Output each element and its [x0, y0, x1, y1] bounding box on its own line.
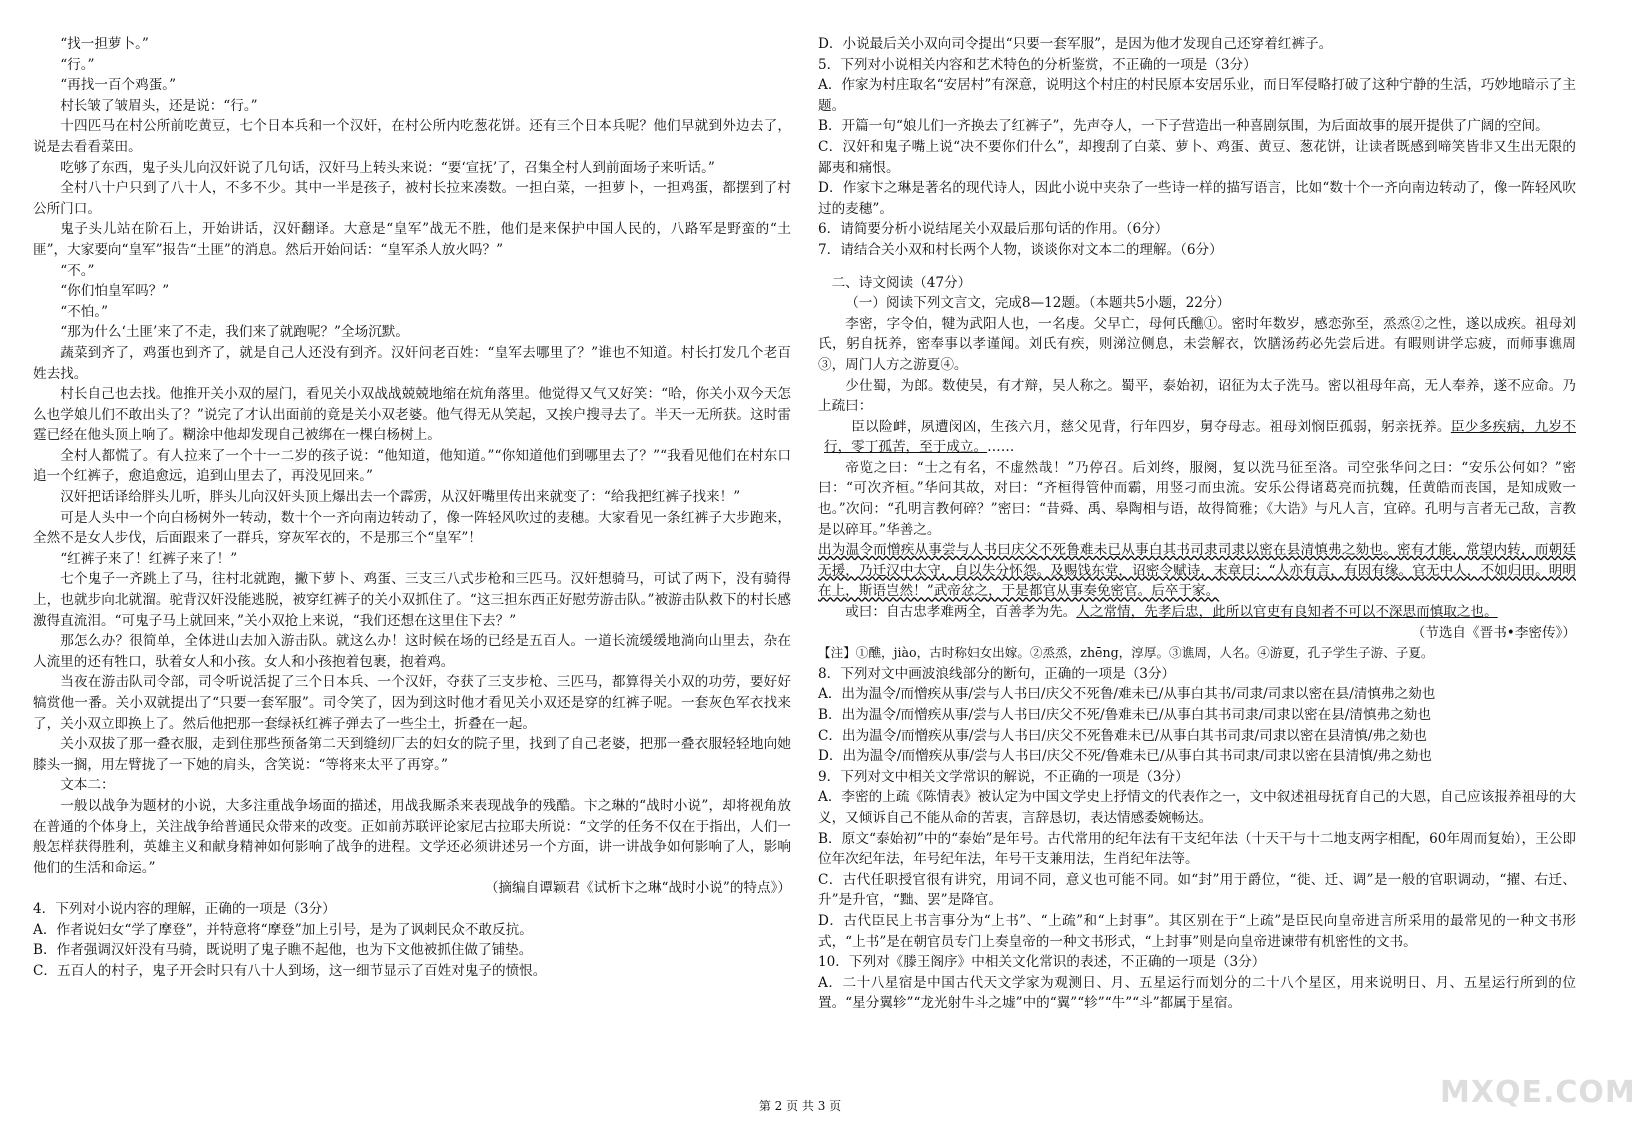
paragraph: “找一担萝卜。” — [60, 36, 149, 52]
paragraph: 村长自己也去找。他推开关小双的屋门，看见关小双战战兢兢地缩在炕角落里。他觉得又气又好笑：“哈，你关小双今天怎么也学娘儿们不敢出头了？”说完了才认出面前的竟是关小双老婆。他气得无从笑起，又挨户搜寻去了。半天一无所获。这时雷霆已经在他头顶上响了。糊涂中他却发现自己被绑在一棵白杨树上。 — [33, 386, 791, 444]
paragraph: “行。” — [60, 56, 95, 73]
question-line: C．汉奸和鬼子嘴上说“决不要你们什么”，却搜刮了白菜、萝卜、鸡蛋、黄豆、葱花饼，让读者既感到啼笑皆非又生出无限的鄙夷和痛恨。 — [818, 138, 1576, 176]
paragraph: 吃够了东西，鬼子头儿向汉奸说了几句话，汉奸马上转头来说：“要‘宣抚’了，召集全村人到前面场子来听话。” — [60, 159, 715, 176]
questions-block — [818, 664, 1576, 1014]
paragraph: 文本二： — [60, 777, 115, 794]
left-column — [33, 34, 791, 981]
last-paragraph-a: 或曰：自古忠孝难两全，百善孝为先。 — [845, 604, 1077, 621]
paragraph: “不。” — [60, 262, 95, 279]
question-line: C．出为温令/而憎疾从事/尝与人书曰/庆父不死鲁难未已/从事白其书司隶/司隶以密在县清慎/弗之劾也 — [818, 727, 1427, 744]
petition-part-b: 臣少多疾病，九岁不行，零丁孤苦，至于成立。 — [824, 418, 1577, 456]
classical-text-2 — [818, 458, 1576, 602]
paragraph: “再找一百个鸡蛋。” — [60, 77, 177, 94]
paragraph: 十四匹马在村公所前吃黄豆，七个日本兵和一个汉奸，在村公所内吃葱花饼。还有三个日本兵呢？他们早就到外边去了，说是去看看菜田。 — [33, 118, 791, 155]
paragraph: “红裤子来了！红裤子来了！” — [60, 550, 238, 567]
paragraph: 鬼子头儿站在阶石上，开始讲话，汉奸翻译。大意是“皇军”战无不胜，他们是来保护中国人民的，八路军是野蛮的“土匪”，大家要向“皇军”报告“土匪”的消息。然后开始问话：“皇军杀人放火吗？” — [33, 221, 791, 258]
question-line: D．作家卞之琳是著名的现代诗人，因此小说中夹杂了一些诗一样的描写语言，比如“数十个一齐向南边转动了，像一阵轻风吹过的麦穗”。 — [818, 180, 1576, 217]
wavy-underlined-paragraph: 出为温令而憎疾从事尝与人书曰庆父不死鲁难未已从事白其书司隶司隶以密在县清慎弗之劾也。密有才能，常望内转，而朝廷无援，乃迁汉中太守，自以失分怀怨。及赐饯东堂，诏密令赋诗，末章曰：“人亦有言，有因有缘。官无中人，不如归田。明明在上，斯语岂然！”武帝忿之，于是都官从事奏免密官。后卒于家。 — [818, 542, 1576, 600]
watermark-logo: MXQE.COM — [1440, 1075, 1636, 1110]
paragraph: 七个鬼子一齐跳上了马，往村北就跑，撇下萝卜、鸡蛋、三支三八式步枪和三匹马。汉奸想骑马，可试了两下，没有骑得上，也就步向北就溜。驼背汉奸没能逃脱，被穿红裤子的关小双抓住了。“这三担东西正好慰劳游击队。”被游击队救下的村长感激得直流泪。“可鬼子马上就回来，”关小双抢上来说，“我们还想在这里住下去？” — [33, 571, 791, 629]
question-line: C．五百人的村子，鬼子开会时只有八十人到场，这一细节显示了百姓对鬼子的愤恨。 — [33, 962, 547, 979]
question-line: A．作家为村庄取名“安居村”有深意，说明这个村庄的村民原本安居乐业，而日军侵略打破了这种宁静的生活，巧妙地暗示了主题。 — [818, 77, 1576, 114]
petition-quote — [818, 417, 1576, 458]
paragraph: 蔬菜到齐了，鸡蛋也到齐了，就是自己人还没有到齐。汉奸问老百姓：“皇军去哪里了？”谁也不知道。村长打发几个老百姓去找。 — [33, 344, 791, 382]
last-paragraph — [818, 602, 1576, 623]
petition-part-a: 臣以险衅，夙遭闵凶，生孩六月，慈父见背，行年四岁，舅夺母志。祖母刘悯臣孤弱，躬亲抚养。 — [851, 418, 1451, 435]
question-line: 7．请结合关小双和村长两个人物，谈谈你对文本二的理解。（6分） — [818, 241, 1223, 258]
footnote: 【注】①醮，jiào，古时称妇女出嫁。②烝烝，zhēng，淳厚。③谯周，人名。④游夏，孔子学生子游、子夏。 — [818, 645, 1434, 661]
paragraph: 那怎么办？很简单，全体进山去加入游击队。就这么办！这时候在场的已经是五百人。一道长流缓缓地淌向山里去，杂在人流里的还有牲口，驮着女人和小孩。女人和小孩抱着包裹，抱着鸡。 — [33, 633, 791, 670]
right-column — [818, 34, 1576, 1014]
source-citation: （节选自《晋书•李密传》） — [1411, 624, 1576, 641]
question-line: B．出为温令/而憎疾从事/尝与人书曰/庆父不死/鲁难未已/从事白其书司隶/司隶以密在县/清慎弗之劾也 — [818, 707, 1431, 723]
paragraph: “你们怕皇军吗？” — [60, 283, 170, 300]
paragraph: 汉奸把话译给胖头儿听，胖头儿向汉奸头顶上爆出去一个霹雳，从汉奸嘴里传出来就变了：“给我把红裤子找来！” — [60, 489, 741, 506]
paragraph: 可是人头中一个向白杨树外一转动，数十个一齐向南边转动了，像一阵轻风吹过的麦穗。大家看见一条红裤子大步跑来，全然不是女人步伐，后面跟来了一群兵，穿灰军衣的，不是那三个“皇军”！ — [33, 509, 791, 547]
question-line: 5．下列对小说相关内容和艺术特色的分析鉴赏，不正确的一项是（3分） — [818, 56, 1257, 73]
question-line: 8．下列对文中画波浪线部分的断句，正确的一项是（3分） — [818, 665, 1176, 682]
paragraph: 村长皱了皱眉头，还是说：“行。” — [60, 97, 258, 114]
question-line: D．古代臣民上书言事分为“上书”、“上疏”和“上封事”。其区别在于“上疏”是臣民向皇帝进言所采用的最常见的一种文书形式，“上书”是在朝官员专门上奏皇帝的一种文书形式，“上封事”则是向皇帝进谏带有机密性的文书。 — [818, 912, 1576, 950]
paragraph: 李密，字令伯，犍为武阳人也，一名虔。父早亡，母何氏醮①。密时年数岁，感恋弥至，烝烝②之性，遂以成疾。祖母刘氏，躬自抚养，密奉事以孝谨闻。刘氏有疾，则涕泣侧息，未尝解衣，饮膳汤药必先尝后进。有暇则讲学忘疲，而师事谯周③，周门人方之游夏④。 — [818, 315, 1576, 373]
paragraph: 当夜在游击队司令部，司令听说活捉了三个日本兵、一个汉奸，夺获了三支步枪、三匹马，都算得关小双的功劳，要好好犒赏他一番。关小双就提出了“只要一套军服”。司令笑了，因为到这时他才看见关小双还是穿的红裤子呢。一套灰色军衣找来了，关小双立即换上了。然后他把那一套绿袄红裤子弹去了一些尘土，折叠在一起。 — [33, 674, 791, 732]
page-footer: 第 2 页 共 3 页 — [758, 1099, 842, 1113]
petition-part-c: …… — [987, 439, 1015, 456]
paragraph: “不怕。” — [60, 303, 109, 320]
paragraph: 少仕蜀，为郎。数使吴，有才辩，吴人称之。蜀平，泰始初，诏征为太子洗马。密以祖母年高，无人奉养，遂不应命。乃上疏曰： — [818, 377, 1576, 415]
paragraph: “那为什么‘土匪’来了不走，我们来了就跑呢？”全场沉默。 — [60, 324, 409, 341]
right-questions-top — [818, 34, 1576, 261]
citation: （摘编自谭颖君《试析卞之琳“战时小说”的特点》） — [484, 880, 791, 897]
paragraph: 一般以战争为题材的小说，大多注重战争场面的描述，用战我厮杀来表现战争的残酷。卞之琳的“战时小说”，却将视角放在普通的个体身上，关注战争给普通民众带来的改变。正如前苏联评论家尼古拉耶夫所说：“文学的任务不仅在于指出，人们一般怎样获得胜利，英雄主义和献身精神如何影响了战争的进程。文学还必须讲述另一个方面，讲一讲战争如何影响了人，影响他们的生活和命运。” — [33, 797, 791, 876]
section-heading: 二、诗文阅读（47分） — [831, 274, 972, 291]
question-line: B．开篇一句“娘儿们一齐换去了红裤子”，先声夺人，一下子营造出一种喜剧氛围，为后面故事的展开提供了广阔的空间。 — [818, 118, 1549, 135]
question-line: 10．下列对《滕王阁序》中相关文化常识的表述，不正确的一项是（3分） — [818, 954, 1266, 971]
paragraph: 全村人都慌了。有人拉来了一个十一二岁的孩子说：“他知道，他知道。”“你知道他们到哪里去了？”“我看见他们在村东口追一个红裤子，愈追愈远，追到山里去了，再没见回来。” — [33, 447, 791, 485]
question-line: 9．下列对文中相关文学常识的解说，不正确的一项是（3分） — [818, 768, 1189, 785]
question-line: D．出为温令/而憎疾从事/尝与人书曰/庆父不死/鲁难未已/从事白其书司隶/司隶以密在县清慎/弗之劾也 — [818, 748, 1432, 765]
question-line: 4．下列对小说内容的理解，正确的一项是（3分） — [33, 900, 336, 917]
last-paragraph-b: 人之常情，先孝后忠，此所以官吏有良知者不可以不深思而慎取之也。 — [1076, 604, 1498, 621]
question-line: A．作者说妇女“学了摩登”，并特意将“摩登”加上引号，是为了讽刺民众不敢反抗。 — [33, 921, 533, 938]
question-line: 6．请简要分析小说结尾关小双最后那句话的作用。（6分） — [818, 221, 1169, 238]
subsection-heading: （一）阅读下列文言文，完成8—12题。（本题共5小题，22分） — [845, 295, 1231, 312]
question-line: A．二十八星宿是中国古代天文学家为观测日、月、五星运行而划分的二十八个星区，用来说明日、月、五星运行所到的位置。“星分翼轸”“龙光射牛斗之墟”中的“翼”“轸”“牛”“斗”都属于星宿。 — [818, 974, 1576, 1012]
question-line: B．作者强调汉奸没有马骑，既说明了鬼子瞧不起他，也为下文他被抓住做了铺垫。 — [33, 942, 533, 959]
paragraph: 全村八十户只到了八十人，不多不少。其中一半是孩子，被村长拉来凑数。一担白菜，一担萝卜，一担鸡蛋，都摆到了村公所门口。 — [33, 180, 791, 217]
question-line: C．古代任职授官很有讲究，用词不同，意义也可能不同。如“封”用于爵位，“徙、迁、调”是一般的官职调动，“擢、右迁、升”是升官，“黜、罢”是降官。 — [818, 871, 1576, 909]
classical-text — [818, 314, 1576, 417]
paragraph: 帝览之曰：“士之有名，不虚然哉！”乃停召。后刘终，服阕，复以洗马征至洛。司空张华问之曰：“安乐公何如？”密曰：“可次齐桓。”华问其故，对曰：“齐桓得管仲而霸，用竖刁而虫流。安乐公得诸葛亮而抗魏，任黄皓而丧国，是知成败一也。”次问：“孔明言教何碎？”密曰：“昔舜、禹、皋陶相与语，故得简雅；《大诰》与凡人言，宜碎。孔明与言者无己敌，言教是以碎耳。”华善之。 — [818, 459, 1576, 538]
question-line: B．原文“泰始初”中的“泰始”是年号。古代常用的纪年法有干支纪年法（十天干与十二地支两字相配，60年周而复始），王公即位年次纪年法，年号纪年法，年号干支兼用法，生肖纪年法等。 — [818, 830, 1576, 868]
question-line: A．出为温令/而憎疾从事/尝与人书曰/庆父不死鲁/难未已/从事白其书/司隶/司隶以密在县/清慎弗之劾也 — [818, 686, 1436, 703]
question-line: D．小说最后关小双向司令提出“只要一套军服”，是因为他才发现自己还穿着红裤子。 — [818, 36, 1333, 52]
paragraph: 关小双拔了那一叠衣服，走到住那些预备第二天到缝纫厂去的妇女的院子里，找到了自己老婆，把那一叠衣服轻轻地向她膝头一搁，用左臂拢了一下她的肩头，含笑说：“等将来太平了再穿。” — [33, 736, 791, 773]
question-line: A．李密的上疏《陈情表》被认定为中国文学史上抒情文的代表作之一，文中叙述祖母抚育自己的大恩，自己应该报养祖母的大义，又倾诉自己不能从命的苦衷，言辞恳切，表达情感委婉畅达。 — [818, 789, 1576, 826]
